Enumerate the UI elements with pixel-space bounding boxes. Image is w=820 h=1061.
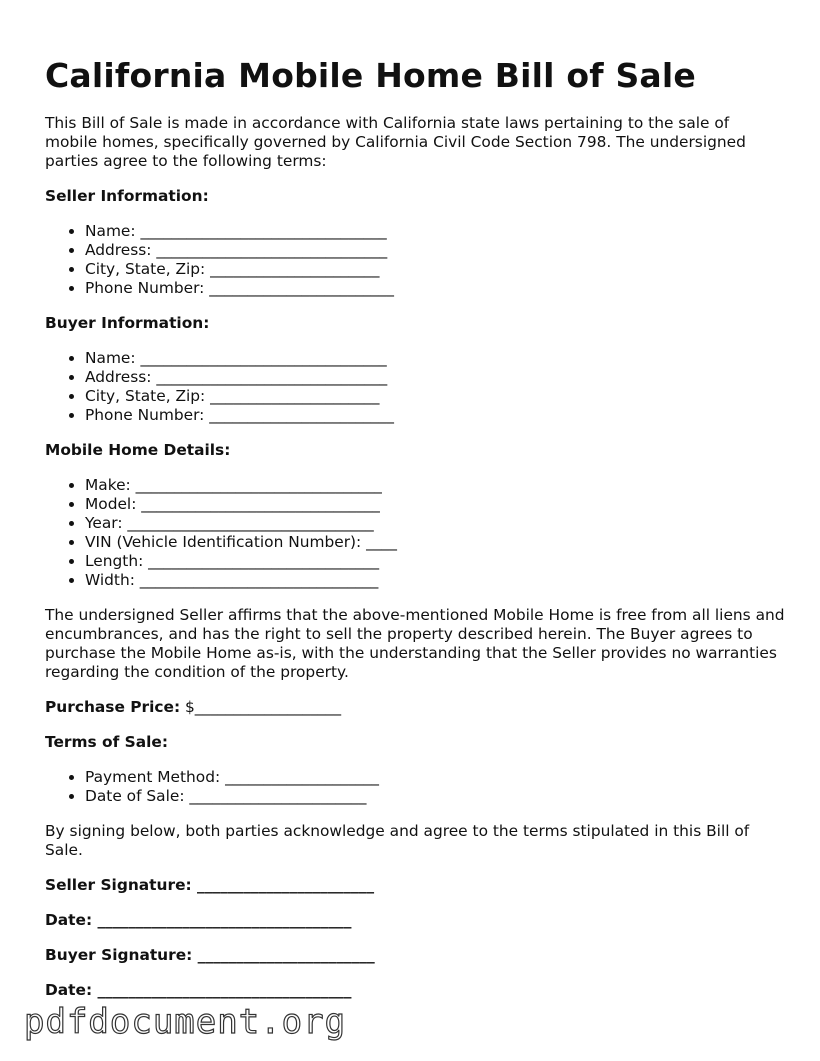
terms-heading: Terms of Sale: <box>45 733 169 751</box>
buyer-phone-field[interactable]: • Phone Number: ________________________ <box>85 406 785 425</box>
buyer-name-field[interactable]: • Name: ________________________________ <box>85 349 785 368</box>
payment-method-field[interactable]: • Payment Method: ____________________ <box>85 768 785 787</box>
document-page <box>45 56 785 1016</box>
seller-name-field[interactable]: • Name: ________________________________ <box>85 222 785 241</box>
purchase-price-label: Purchase Price: <box>45 698 181 716</box>
buyer-signature-field[interactable]: Buyer Signature: _______________________ <box>45 946 375 964</box>
home-model-field[interactable]: • Model: _______________________________ <box>85 495 785 514</box>
seller-address-field[interactable]: • Address: ______________________________ <box>85 241 785 260</box>
home-length-field[interactable]: • Length: ______________________________ <box>85 552 785 571</box>
home-vin-field[interactable]: • VIN (Vehicle Identification Number): ____ <box>85 533 785 552</box>
home-year-field[interactable]: • Year: ________________________________ <box>85 514 785 533</box>
buyer-city-field[interactable]: • City, State, Zip: ______________________ <box>85 387 785 406</box>
date-of-sale-field[interactable]: • Date of Sale: _______________________ <box>85 787 785 806</box>
buyer-date-field[interactable]: Date: _________________________________ <box>45 981 352 999</box>
terms-fields-list <box>45 768 785 806</box>
watermark-logo: pdfdocument.org <box>24 1002 347 1042</box>
purchase-price-line <box>45 698 785 717</box>
buyer-address-field[interactable]: • Address: ______________________________ <box>85 368 785 387</box>
seller-city-field[interactable]: • City, State, Zip: ______________________ <box>85 260 785 279</box>
buyer-heading: Buyer Information: <box>45 314 210 332</box>
home-details-heading: Mobile Home Details: <box>45 441 231 459</box>
acknowledge-paragraph: By signing below, both parties acknowledge and agree to the terms stipulated in this Bill of Sale. <box>45 822 750 859</box>
page-title: California Mobile Home Bill of Sale <box>45 56 696 95</box>
seller-signature-field[interactable]: Seller Signature: _______________________ <box>45 876 375 894</box>
home-width-field[interactable]: • Width: _______________________________ <box>85 571 785 590</box>
home-fields-list <box>45 476 785 590</box>
intro-paragraph: This Bill of Sale is made in accordance with California state laws pertaining to the sale of mobile homes, specifically governed by California Civil Code Section 798. The undersigned parties agree to the following terms: <box>45 114 746 170</box>
seller-fields-list <box>45 222 785 298</box>
home-make-field[interactable]: • Make: ________________________________ <box>85 476 785 495</box>
seller-heading: Seller Information: <box>45 187 209 205</box>
buyer-fields-list <box>45 349 785 425</box>
seller-date-field[interactable]: Date: _________________________________ <box>45 911 352 929</box>
seller-phone-field[interactable]: • Phone Number: ________________________ <box>85 279 785 298</box>
purchase-price-field[interactable]: $___________________ <box>180 698 342 716</box>
affirmation-paragraph: The undersigned Seller affirms that the above-mentioned Mobile Home is free from all liens and encumbrances, and has the right to sell the property described herein. The Buyer agrees to purchase the Mobile Home as-is, with the understanding that the Seller provides no warranties regarding the condition of the property. <box>45 606 785 681</box>
